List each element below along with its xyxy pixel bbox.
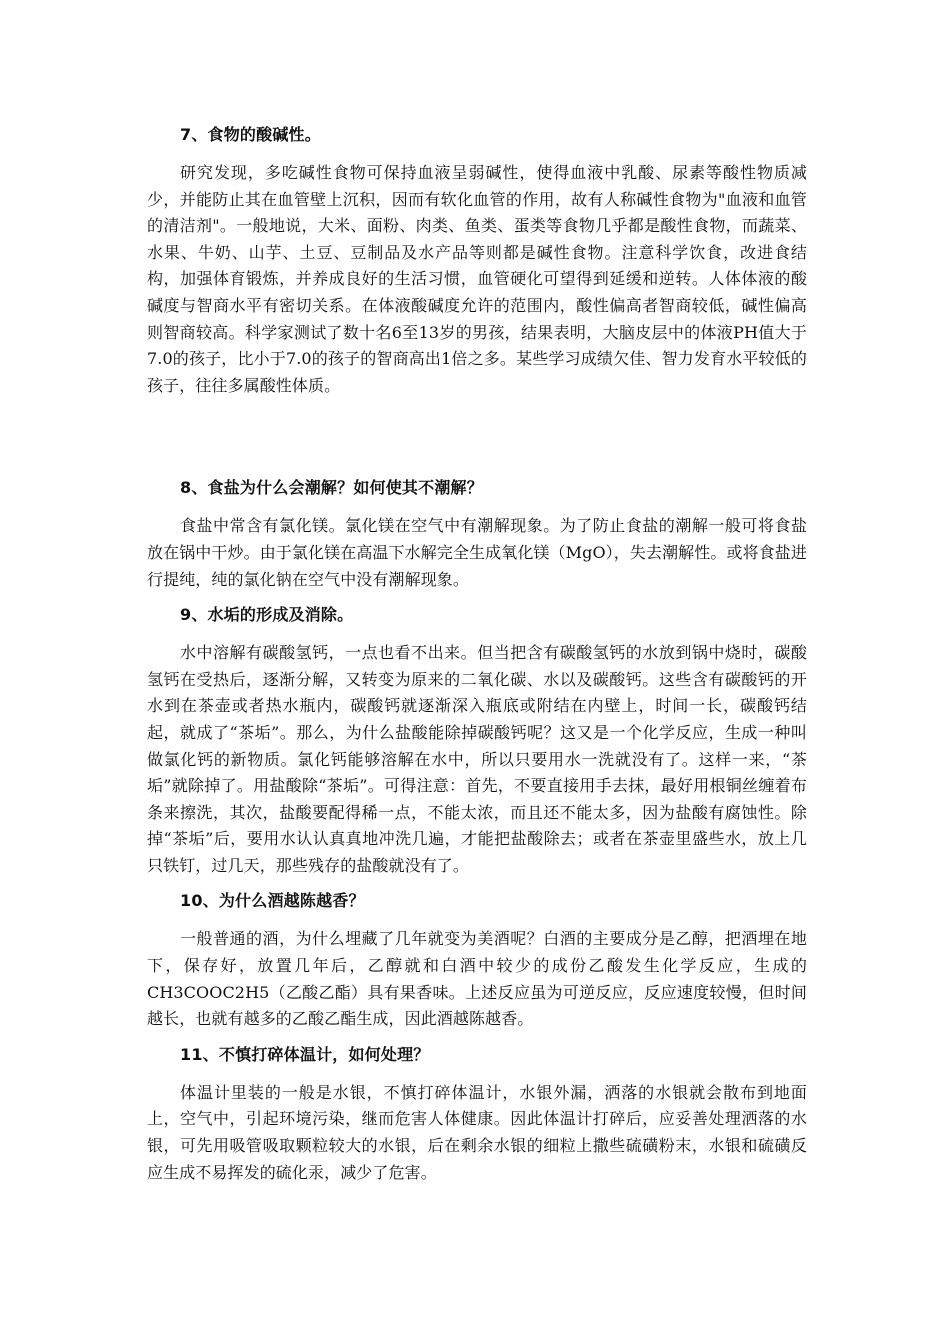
section-spacer: [147, 879, 807, 888]
section-10-aged-wine: [147, 888, 807, 1032]
section-paragraph: 一般普通的酒，为什么埋藏了几年就变为美酒呢？白酒的主要成分是乙醇，把酒埋在地下，保存好，放置几年后，乙醇就和白酒中较少的成份乙酸发生化学反应，生成的CH3COOC2H5（乙酸乙酯）具有果香味。上述反应虽为可逆反应，反应速度较慢，但时间越长，也就有越多的乙酸乙酯生成，因此酒越陈越香。: [147, 929, 807, 1029]
section-spacer: [147, 593, 807, 602]
document-page: [147, 122, 807, 1186]
section-paragraph: 体温计里装的一般是水银，不慎打碎体温计，水银外漏，洒落的水银就会散布到地面上，空气中，引起环境污染，继而危害人体健康。因此体温计打碎后，应妥善处理洒落的水银，可先用吸管吸取颗粒较大的水银，后在剩余水银的细粒上撒些硫磺粉末，水银和硫磺反应生成不易挥发的硫化汞，减少了危害。: [147, 1082, 807, 1182]
section-spacer: [147, 1033, 807, 1042]
section-heading: 8、食盐为什么会潮解？如何使其不潮解？: [180, 478, 483, 498]
section-11-broken-thermometer: [147, 1042, 807, 1186]
section-heading: 9、水垢的形成及消除。: [180, 605, 354, 625]
section-spacer: [147, 399, 807, 475]
section-heading: 10、为什么酒越陈越香？: [180, 891, 365, 911]
section-paragraph: 水中溶解有碳酸氢钙，一点也看不出来。但当把含有碳酸氢钙的水放到锅中烧时，碳酸氢钙在受热后，逐渐分解，又转变为原来的二氧化碳、水以及碳酸钙。这些含有碳酸钙的开水到在茶壶或者热水瓶内，碳酸钙就逐渐深入瓶底或附结在内壁上，时间一长，碳酸钙结起，就成了“茶垢”。那么，为什么盐酸能除掉碳酸钙呢？这又是一个化学反应，生成一种叫做氯化钙的新物质。氯化钙能够溶解在水中，所以只要用水一洗就没有了。这样一来，“茶垢”就除掉了。用盐酸除“茶垢”。可得注意：首先，不要直接用手去抹，最好用根铜丝缠着布条来擦洗，其次，盐酸要配得稀一点，不能太浓，而且还不能太多，因为盐酸有腐蚀性。除掉“茶垢”后，要用水认认真真地冲洗几遍，才能把盐酸除去；或者在茶壶里盛些水，放上几只铁钉，过几天，那些残存的盐酸就没有了。: [147, 643, 807, 875]
section-9-scale-removal: [147, 602, 807, 879]
section-heading: 11、不慎打碎体温计，如何处理？: [180, 1044, 430, 1064]
section-8-salt-deliquescence: [147, 475, 807, 593]
section-7-acid-base-food: [147, 122, 807, 399]
section-paragraph: 食盐中常含有氯化镁。氯化镁在空气中有潮解现象。为了防止食盐的潮解一般可将食盐放在锅中干炒。由于氯化镁在高温下水解完全生成氧化镁（MgO），失去潮解性。或将食盐进行提纯，纯的氯化钠在空气中没有潮解现象。: [147, 516, 807, 589]
section-paragraph: 研究发现，多吃碱性食物可保持血液呈弱碱性，使得血液中乳酸、尿素等酸性物质减少，并能防止其在血管壁上沉积，因而有软化血管的作用，故有人称碱性食物为"血液和血管的清洁剂"。一般地说，大米、面粉、肉类、鱼类、蛋类等食物几乎都是酸性食物，而蔬菜、水果、牛奶、山芋、土豆、豆制品及水产品等则都是碱性食物。注意科学饮食，改进食结构，加强体育锻炼，并养成良好的生活习惯，血管硬化可望得到延缓和逆转。人体体液的酸碱度与智商水平有密切关系。在体液酸碱度允许的范围内，酸性偏高者智商较低，碱性偏高则智商较高。科学家测试了数十名6至13岁的男孩，结果表明，大脑皮层中的体液PH值大于7.0的孩子，比小于7.0的孩子的智商高出1倍之多。某些学习成绩欠佳、智力发育水平较低的孩子，往往多属酸性体质。: [147, 163, 807, 395]
section-heading: 7、食物的酸碱性。: [180, 125, 321, 144]
